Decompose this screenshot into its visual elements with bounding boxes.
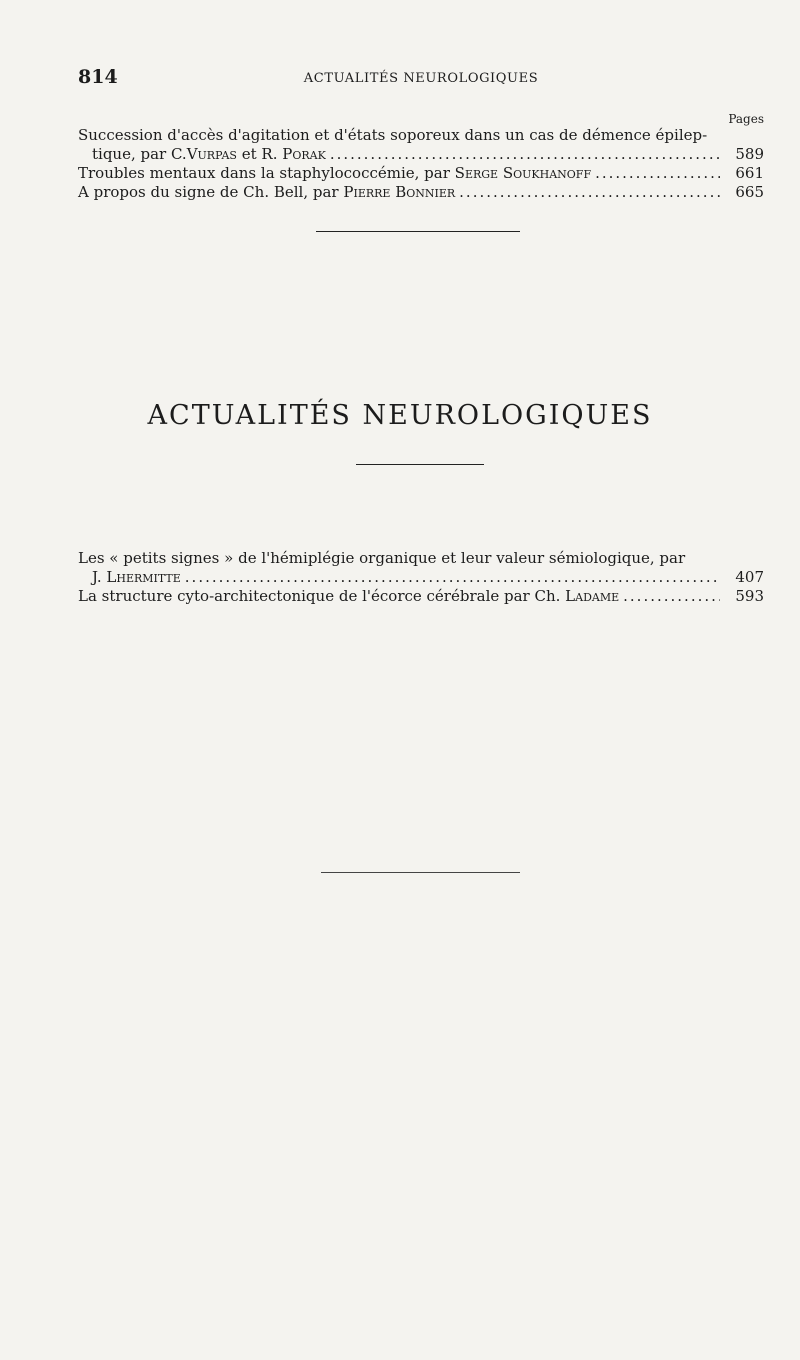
entry-text: Les « petits signes » de l'hémiplégie organique et leur valeur sémiologique, par bbox=[78, 549, 686, 567]
running-head bbox=[78, 66, 764, 92]
entry-author: Ladame bbox=[565, 587, 620, 605]
entry-text: Troubles mentaux dans la staphylococcémie, par bbox=[78, 164, 455, 182]
page-number: 814 bbox=[78, 66, 118, 88]
dot-leader bbox=[595, 164, 720, 183]
entry-author: Serge Soukhanoff bbox=[454, 164, 592, 182]
entry-line bbox=[78, 183, 764, 202]
entry-page: 589 bbox=[735, 145, 764, 163]
entry-text: tique, par C. bbox=[92, 145, 187, 163]
entry-line bbox=[78, 549, 764, 568]
entry-text: et R. bbox=[236, 145, 283, 163]
end-divider bbox=[321, 872, 520, 873]
entry-line bbox=[78, 164, 764, 183]
title-underline bbox=[356, 464, 484, 465]
toc-bottom-list bbox=[78, 549, 764, 606]
entry-author: Vurpas bbox=[186, 145, 237, 163]
entry-author: Pierre Bonnier bbox=[343, 183, 456, 201]
entry-text: La structure cyto-architectonique de l'écorce cérébrale par Ch. bbox=[78, 587, 566, 605]
entry-line bbox=[78, 568, 764, 587]
dot-leader bbox=[330, 145, 720, 164]
entry-page: 665 bbox=[735, 183, 764, 201]
entry-page: 661 bbox=[735, 164, 764, 182]
toc-entry bbox=[78, 587, 764, 606]
header-title: ACTUALITÉS NEUROLOGIQUES bbox=[303, 71, 539, 86]
toc-entry bbox=[78, 126, 764, 164]
section-divider bbox=[316, 231, 520, 232]
entry-author: Porak bbox=[282, 145, 326, 163]
entry-line bbox=[78, 126, 764, 145]
section-title: ACTUALITÉS NEUROLOGIQUES bbox=[147, 400, 653, 431]
entry-line bbox=[78, 587, 764, 606]
toc-entry bbox=[78, 183, 764, 202]
entry-author: Lhermitte bbox=[106, 568, 181, 586]
entry-text: A propos du signe de Ch. Bell, par bbox=[78, 183, 344, 201]
dot-leader bbox=[459, 183, 720, 202]
entry-text: Succession d'accès d'agitation et d'états soporeux dans un cas de démence épilep- bbox=[78, 126, 708, 144]
pages-column-label: Pages bbox=[728, 112, 764, 126]
toc-entry bbox=[78, 549, 764, 587]
dot-leader bbox=[623, 587, 720, 606]
entry-text: J. bbox=[92, 568, 107, 586]
entry-line bbox=[78, 145, 764, 164]
dot-leader bbox=[185, 568, 720, 587]
entry-page: 407 bbox=[735, 568, 764, 586]
entry-page: 593 bbox=[735, 587, 764, 605]
toc-entry bbox=[78, 164, 764, 183]
toc-top-list bbox=[78, 126, 764, 202]
